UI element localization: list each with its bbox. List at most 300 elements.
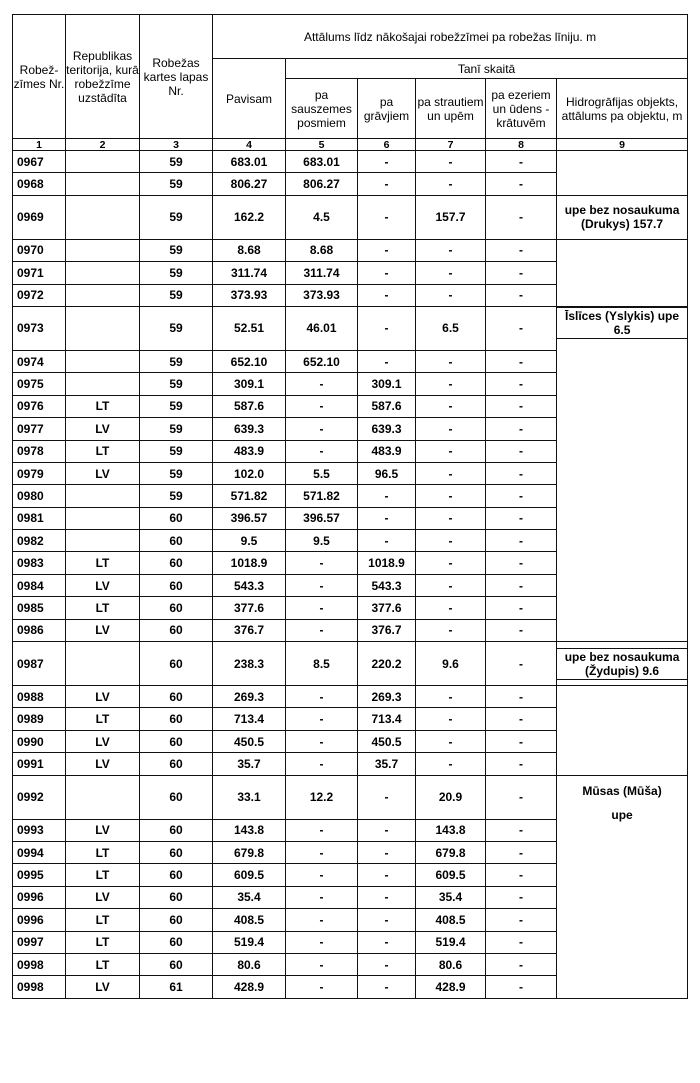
republic-code: LT: [66, 552, 140, 574]
republic-code: [66, 151, 140, 173]
distance-lake: -: [486, 775, 557, 819]
map-sheet: 60: [140, 507, 213, 529]
map-sheet: 59: [140, 440, 213, 462]
header-hydro: Hidrogrāfijas objekts, attālums pa objektu, m: [557, 79, 688, 139]
distance-land: 373.93: [286, 284, 358, 306]
marker-nr: 0987: [13, 642, 66, 686]
column-number: 2: [66, 139, 140, 151]
marker-nr: 0991: [13, 753, 66, 775]
distance-stream: -: [416, 507, 486, 529]
distance-ditch: 543.3: [358, 574, 416, 596]
distance-ditch: -: [358, 262, 416, 284]
hydro-object-cell: [557, 642, 688, 686]
distance-total: 428.9: [213, 976, 286, 998]
map-sheet: 59: [140, 239, 213, 261]
marker-nr: 0986: [13, 619, 66, 641]
distance-land: 396.57: [286, 507, 358, 529]
header-total: Pavisam: [213, 59, 286, 139]
marker-nr: 0974: [13, 350, 66, 372]
republic-code: LT: [66, 708, 140, 730]
map-sheet: 59: [140, 284, 213, 306]
distance-lake: -: [486, 619, 557, 641]
distance-lake: -: [486, 931, 557, 953]
republic-code: [66, 350, 140, 372]
distance-ditch: -: [358, 507, 416, 529]
distance-ditch: -: [358, 775, 416, 819]
republic-code: LT: [66, 864, 140, 886]
distance-stream: -: [416, 418, 486, 440]
distance-lake: -: [486, 864, 557, 886]
distance-land: -: [286, 953, 358, 975]
marker-nr: 0998: [13, 976, 66, 998]
distance-lake: -: [486, 686, 557, 708]
distance-total: 609.5: [213, 864, 286, 886]
distance-land: -: [286, 886, 358, 908]
distance-stream: -: [416, 730, 486, 752]
republic-code: [66, 195, 140, 239]
distance-land: -: [286, 976, 358, 998]
distance-total: 80.6: [213, 953, 286, 975]
distance-lake: -: [486, 350, 557, 372]
distance-total: 35.4: [213, 886, 286, 908]
distance-lake: -: [486, 173, 557, 195]
distance-land: 5.5: [286, 462, 358, 484]
republic-code: LT: [66, 440, 140, 462]
marker-nr: 0973: [13, 306, 66, 350]
republic-code: LV: [66, 753, 140, 775]
republic-code: [66, 642, 140, 686]
distance-land: 311.74: [286, 262, 358, 284]
republic-code: LT: [66, 841, 140, 863]
map-sheet: 60: [140, 909, 213, 931]
distance-land: 8.68: [286, 239, 358, 261]
header-republic: Republikas teritorija, kurā robežzīme uzstādīta: [66, 15, 140, 139]
distance-total: 162.2: [213, 195, 286, 239]
distance-land: -: [286, 440, 358, 462]
header-lakes: pa ezeriem un ūdens - krātuvēm: [486, 79, 557, 139]
marker-nr: 0984: [13, 574, 66, 596]
distance-stream: 35.4: [416, 886, 486, 908]
marker-nr: 0983: [13, 552, 66, 574]
marker-nr: 0990: [13, 730, 66, 752]
column-number: 3: [140, 139, 213, 151]
column-number: 7: [416, 139, 486, 151]
distance-stream: -: [416, 574, 486, 596]
header-marker-nr: Robež-zīmes Nr.: [13, 15, 66, 139]
distance-lake: -: [486, 819, 557, 841]
distance-land: -: [286, 708, 358, 730]
distance-land: 683.01: [286, 151, 358, 173]
distance-land: 9.5: [286, 530, 358, 552]
header-distance-group: Attālums līdz nākošajai robežzīmei pa robežas līniju. m: [213, 15, 688, 59]
distance-stream: -: [416, 686, 486, 708]
distance-stream: -: [416, 395, 486, 417]
hydro-yslykis: Īslīces (Yslykis) upe 6.5: [557, 307, 687, 339]
map-sheet: 60: [140, 730, 213, 752]
map-sheet: 60: [140, 530, 213, 552]
distance-ditch: -: [358, 819, 416, 841]
distance-stream: -: [416, 597, 486, 619]
distance-lake: -: [486, 708, 557, 730]
table-row: [13, 151, 688, 173]
distance-stream: 80.6: [416, 953, 486, 975]
distance-stream: 143.8: [416, 819, 486, 841]
map-sheet: 60: [140, 597, 213, 619]
hydro-object-cell: [557, 686, 688, 776]
distance-ditch: -: [358, 350, 416, 372]
map-sheet: 59: [140, 306, 213, 350]
distance-ditch: 220.2: [358, 642, 416, 686]
distance-stream: -: [416, 708, 486, 730]
republic-code: [66, 173, 140, 195]
republic-code: LT: [66, 597, 140, 619]
republic-code: [66, 262, 140, 284]
hydro-musa-type: upe: [611, 807, 633, 822]
distance-land: 8.5: [286, 642, 358, 686]
marker-nr: 0981: [13, 507, 66, 529]
distance-ditch: 1018.9: [358, 552, 416, 574]
distance-ditch: -: [358, 976, 416, 998]
distance-ditch: -: [358, 931, 416, 953]
distance-lake: -: [486, 886, 557, 908]
distance-stream: 609.5: [416, 864, 486, 886]
distance-land: -: [286, 730, 358, 752]
distance-ditch: -: [358, 173, 416, 195]
distance-land: -: [286, 373, 358, 395]
distance-land: -: [286, 395, 358, 417]
column-number: 4: [213, 139, 286, 151]
distance-land: -: [286, 841, 358, 863]
header-ditches: pa grāvjiem: [358, 79, 416, 139]
distance-total: 396.57: [213, 507, 286, 529]
marker-nr: 0988: [13, 686, 66, 708]
column-number: 9: [557, 139, 688, 151]
republic-code: LV: [66, 574, 140, 596]
marker-nr: 0978: [13, 440, 66, 462]
distance-stream: -: [416, 462, 486, 484]
republic-code: LV: [66, 619, 140, 641]
distance-ditch: -: [358, 530, 416, 552]
map-sheet: 60: [140, 574, 213, 596]
distance-total: 238.3: [213, 642, 286, 686]
map-sheet: 60: [140, 642, 213, 686]
marker-nr: 0970: [13, 239, 66, 261]
hydro-zydupis: upe bez nosaukuma (Žydupis) 9.6: [557, 648, 687, 680]
republic-code: [66, 507, 140, 529]
distance-land: -: [286, 418, 358, 440]
distance-lake: -: [486, 642, 557, 686]
distance-land: -: [286, 552, 358, 574]
distance-total: 639.3: [213, 418, 286, 440]
republic-code: LV: [66, 886, 140, 908]
distance-ditch: -: [358, 953, 416, 975]
distance-stream: -: [416, 151, 486, 173]
distance-lake: -: [486, 574, 557, 596]
marker-nr: 0997: [13, 931, 66, 953]
distance-ditch: 96.5: [358, 462, 416, 484]
distance-ditch: -: [358, 151, 416, 173]
republic-code: [66, 306, 140, 350]
marker-nr: 0998: [13, 953, 66, 975]
map-sheet: 59: [140, 173, 213, 195]
map-sheet: 59: [140, 350, 213, 372]
distance-land: -: [286, 619, 358, 641]
distance-land: 46.01: [286, 306, 358, 350]
distance-lake: -: [486, 841, 557, 863]
marker-nr: 0967: [13, 151, 66, 173]
distance-total: 377.6: [213, 597, 286, 619]
distance-total: 483.9: [213, 440, 286, 462]
distance-stream: -: [416, 530, 486, 552]
hydro-object-cell: [557, 306, 688, 641]
distance-total: 35.7: [213, 753, 286, 775]
distance-stream: 679.8: [416, 841, 486, 863]
distance-stream: 6.5: [416, 306, 486, 350]
marker-nr: 0968: [13, 173, 66, 195]
marker-nr: 0971: [13, 262, 66, 284]
map-sheet: 60: [140, 708, 213, 730]
hydro-object-cell: [557, 239, 688, 306]
map-sheet: 59: [140, 373, 213, 395]
map-sheet: 59: [140, 418, 213, 440]
distance-ditch: -: [358, 485, 416, 507]
column-number: 5: [286, 139, 358, 151]
column-number: 6: [358, 139, 416, 151]
distance-ditch: -: [358, 195, 416, 239]
distance-ditch: 269.3: [358, 686, 416, 708]
distance-stream: -: [416, 239, 486, 261]
marker-nr: 0969: [13, 195, 66, 239]
distance-lake: -: [486, 306, 557, 350]
map-sheet: 60: [140, 931, 213, 953]
marker-nr: 0985: [13, 597, 66, 619]
distance-ditch: -: [358, 841, 416, 863]
marker-nr: 0982: [13, 530, 66, 552]
republic-code: [66, 775, 140, 819]
table-row: [13, 306, 688, 350]
map-sheet: 59: [140, 485, 213, 507]
distance-lake: -: [486, 976, 557, 998]
distance-stream: 20.9: [416, 775, 486, 819]
republic-code: [66, 239, 140, 261]
marker-nr: 0972: [13, 284, 66, 306]
hydro-musa-name: Mūsas (Mūša): [582, 783, 662, 798]
distance-ditch: -: [358, 239, 416, 261]
distance-land: -: [286, 909, 358, 931]
distance-lake: -: [486, 909, 557, 931]
table-row: [13, 775, 688, 819]
distance-total: 543.3: [213, 574, 286, 596]
map-sheet: 59: [140, 195, 213, 239]
map-sheet: 59: [140, 262, 213, 284]
distance-total: 309.1: [213, 373, 286, 395]
republic-code: [66, 373, 140, 395]
distance-total: 713.4: [213, 708, 286, 730]
distance-lake: -: [486, 530, 557, 552]
distance-ditch: 713.4: [358, 708, 416, 730]
distance-stream: 408.5: [416, 909, 486, 931]
map-sheet: 60: [140, 753, 213, 775]
distance-total: 587.6: [213, 395, 286, 417]
republic-code: LT: [66, 953, 140, 975]
marker-nr: 0980: [13, 485, 66, 507]
distance-stream: 9.6: [416, 642, 486, 686]
distance-total: 9.5: [213, 530, 286, 552]
distance-stream: -: [416, 262, 486, 284]
marker-nr: 0994: [13, 841, 66, 863]
distance-total: 143.8: [213, 819, 286, 841]
distance-ditch: 639.3: [358, 418, 416, 440]
map-sheet: 60: [140, 686, 213, 708]
distance-stream: -: [416, 350, 486, 372]
distance-ditch: 376.7: [358, 619, 416, 641]
distance-ditch: 587.6: [358, 395, 416, 417]
distance-stream: -: [416, 552, 486, 574]
distance-total: 311.74: [213, 262, 286, 284]
table-row: [13, 686, 688, 708]
distance-stream: -: [416, 485, 486, 507]
distance-lake: -: [486, 262, 557, 284]
map-sheet: 59: [140, 151, 213, 173]
map-sheet: 60: [140, 775, 213, 819]
republic-code: LT: [66, 395, 140, 417]
distance-lake: -: [486, 151, 557, 173]
distance-total: 408.5: [213, 909, 286, 931]
distance-ditch: 377.6: [358, 597, 416, 619]
table-row: [13, 642, 688, 686]
distance-land: -: [286, 819, 358, 841]
border-marker-table: [12, 14, 688, 999]
distance-ditch: -: [358, 886, 416, 908]
distance-lake: -: [486, 730, 557, 752]
map-sheet: 60: [140, 841, 213, 863]
map-sheet: 59: [140, 395, 213, 417]
table-body: [13, 151, 688, 999]
distance-lake: -: [486, 195, 557, 239]
distance-ditch: 483.9: [358, 440, 416, 462]
header-streams: pa strautiem un upēm: [416, 79, 486, 139]
marker-nr: 0989: [13, 708, 66, 730]
distance-ditch: -: [358, 864, 416, 886]
distance-lake: -: [486, 485, 557, 507]
hydro-object-cell: [557, 775, 688, 998]
republic-code: [66, 284, 140, 306]
distance-ditch: 450.5: [358, 730, 416, 752]
distance-land: -: [286, 574, 358, 596]
republic-code: LT: [66, 909, 140, 931]
republic-code: LT: [66, 931, 140, 953]
distance-lake: -: [486, 953, 557, 975]
distance-ditch: -: [358, 909, 416, 931]
distance-land: -: [286, 864, 358, 886]
distance-stream: 428.9: [416, 976, 486, 998]
distance-total: 102.0: [213, 462, 286, 484]
distance-total: 450.5: [213, 730, 286, 752]
marker-nr: 0975: [13, 373, 66, 395]
distance-stream: -: [416, 619, 486, 641]
hydro-object-cell: [557, 151, 688, 196]
column-number: 8: [486, 139, 557, 151]
distance-total: 269.3: [213, 686, 286, 708]
distance-lake: -: [486, 373, 557, 395]
map-sheet: 60: [140, 953, 213, 975]
distance-total: 652.10: [213, 350, 286, 372]
distance-land: -: [286, 753, 358, 775]
distance-stream: -: [416, 173, 486, 195]
distance-lake: -: [486, 462, 557, 484]
distance-ditch: 309.1: [358, 373, 416, 395]
distance-lake: -: [486, 418, 557, 440]
distance-total: 1018.9: [213, 552, 286, 574]
map-sheet: 59: [140, 462, 213, 484]
distance-total: 373.93: [213, 284, 286, 306]
distance-lake: -: [486, 284, 557, 306]
distance-land: 4.5: [286, 195, 358, 239]
distance-lake: -: [486, 552, 557, 574]
republic-code: [66, 485, 140, 507]
republic-code: LV: [66, 819, 140, 841]
distance-lake: -: [486, 239, 557, 261]
marker-nr: 0976: [13, 395, 66, 417]
hydro-object-cell: [557, 195, 688, 239]
map-sheet: 60: [140, 819, 213, 841]
distance-stream: -: [416, 753, 486, 775]
distance-lake: -: [486, 753, 557, 775]
map-sheet: 60: [140, 886, 213, 908]
header-map-sheet: Robežas kartes lapas Nr.: [140, 15, 213, 139]
distance-total: 683.01: [213, 151, 286, 173]
distance-total: 806.27: [213, 173, 286, 195]
distance-stream: -: [416, 373, 486, 395]
republic-code: LV: [66, 462, 140, 484]
marker-nr: 0996: [13, 886, 66, 908]
distance-total: 679.8: [213, 841, 286, 863]
distance-ditch: -: [358, 306, 416, 350]
distance-total: 571.82: [213, 485, 286, 507]
distance-total: 33.1: [213, 775, 286, 819]
republic-code: LV: [66, 686, 140, 708]
republic-code: LV: [66, 976, 140, 998]
republic-code: LV: [66, 730, 140, 752]
header-among: Tanī skaitā: [286, 59, 688, 79]
marker-nr: 0995: [13, 864, 66, 886]
distance-land: -: [286, 686, 358, 708]
column-number: 1: [13, 139, 66, 151]
marker-nr: 0996: [13, 909, 66, 931]
marker-nr: 0977: [13, 418, 66, 440]
map-sheet: 60: [140, 552, 213, 574]
map-sheet: 61: [140, 976, 213, 998]
distance-total: 519.4: [213, 931, 286, 953]
table-header: [13, 15, 688, 151]
marker-nr: 0993: [13, 819, 66, 841]
distance-land: -: [286, 597, 358, 619]
distance-lake: -: [486, 507, 557, 529]
republic-code: [66, 530, 140, 552]
distance-total: 8.68: [213, 239, 286, 261]
distance-stream: -: [416, 284, 486, 306]
distance-stream: 157.7: [416, 195, 486, 239]
distance-total: 376.7: [213, 619, 286, 641]
map-sheet: 60: [140, 619, 213, 641]
distance-land: 12.2: [286, 775, 358, 819]
distance-stream: 519.4: [416, 931, 486, 953]
distance-lake: -: [486, 597, 557, 619]
distance-ditch: 35.7: [358, 753, 416, 775]
republic-code: LV: [66, 418, 140, 440]
distance-land: 571.82: [286, 485, 358, 507]
distance-lake: -: [486, 395, 557, 417]
